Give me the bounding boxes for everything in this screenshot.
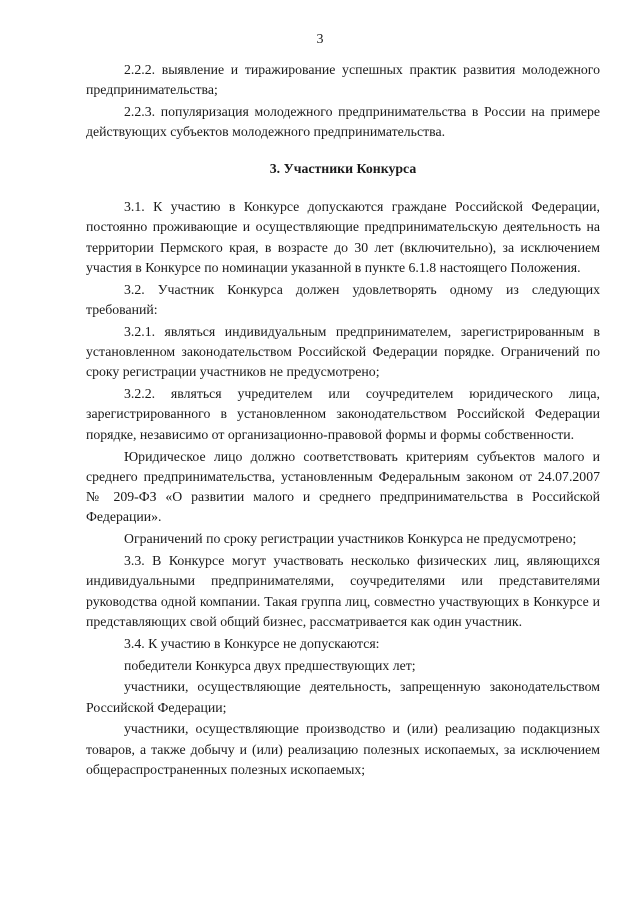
paragraph-3-3: 3.3. В Конкурсе могут участвовать несколько физических лиц, являющихся индивидуальными предпринимателями, соучредителями или представителями руководства одной компании. Такая группа лиц, совместно участвующих в Конкурсе и представляющих свой общий бизнес, рассматривается как один участник. [86,553,600,629]
paragraph-2-2-2: 2.2.2. выявление и тиражирование успешных практик развития молодежного предпринимательства; [86,62,600,98]
list-item-excise: участники, осуществляющие производство и (или) реализацию подакцизных товаров, а также добычу и (или) реализацию полезных ископаемых, за исключением общераспространенных полезных ископаемых; [86,721,600,777]
paragraph-3-2-1: 3.2.1. являться индивидуальным предпринимателем, зарегистрированным в установленном законодательством Российской Федерации порядке. Ограничений по сроку регистрации участников не предусмотрено; [86,323,600,380]
section-title: 3. Участники Конкурса [269,160,417,176]
list-item-prohibited: участники, осуществляющие деятельность, запрещенную законодательством Российской Федерации; [86,679,600,715]
list-item-winners: победители Конкурса двух предшествующих лет; [124,657,416,673]
paragraph-2-2-3: 2.2.3. популяризация молодежного предпринимательства в России на примере действующих субъектов молодежного предпринимательства. [86,104,600,140]
paragraph-legal-entity: Юридическое лицо должно соответствовать критериям субъектов малого и среднего предпринимательства, установленным Федеральным законом от 24.07.2007 № 209-ФЗ «О развитии малого и среднего предпринимательства в Российской Федерации». [86,448,600,525]
paragraph-3-2-2: 3.2.2. являться учредителем или соучредителем юридического лица, зарегистрированного в установленном законодательством Российской Федерации порядке, независимо от организационно-правовой формы и формы собственности. [86,386,600,442]
page-number: 3 [316,32,324,47]
paragraph-3-2: 3.2. Участник Конкурса должен удовлетворять одному из следующих требований: [86,281,600,317]
document-body [86,60,600,782]
paragraph-3-1: 3.1. К участию в Конкурсе допускаются граждане Российской Федерации, постоянно проживающие и осуществляющие предпринимательскую деятельность на территории Пермского края, в возрасте до 30 лет (включительно), за исключением участия в Конкурсе по номинации указанной в пункте 6.1.8 настоящего Положения. [86,198,600,275]
paragraph-3-4: 3.4. К участию в Конкурсе не допускаются: [124,635,380,651]
paragraph-no-limits: Ограничений по сроку регистрации участников Конкурса не предусмотрено; [124,531,577,547]
